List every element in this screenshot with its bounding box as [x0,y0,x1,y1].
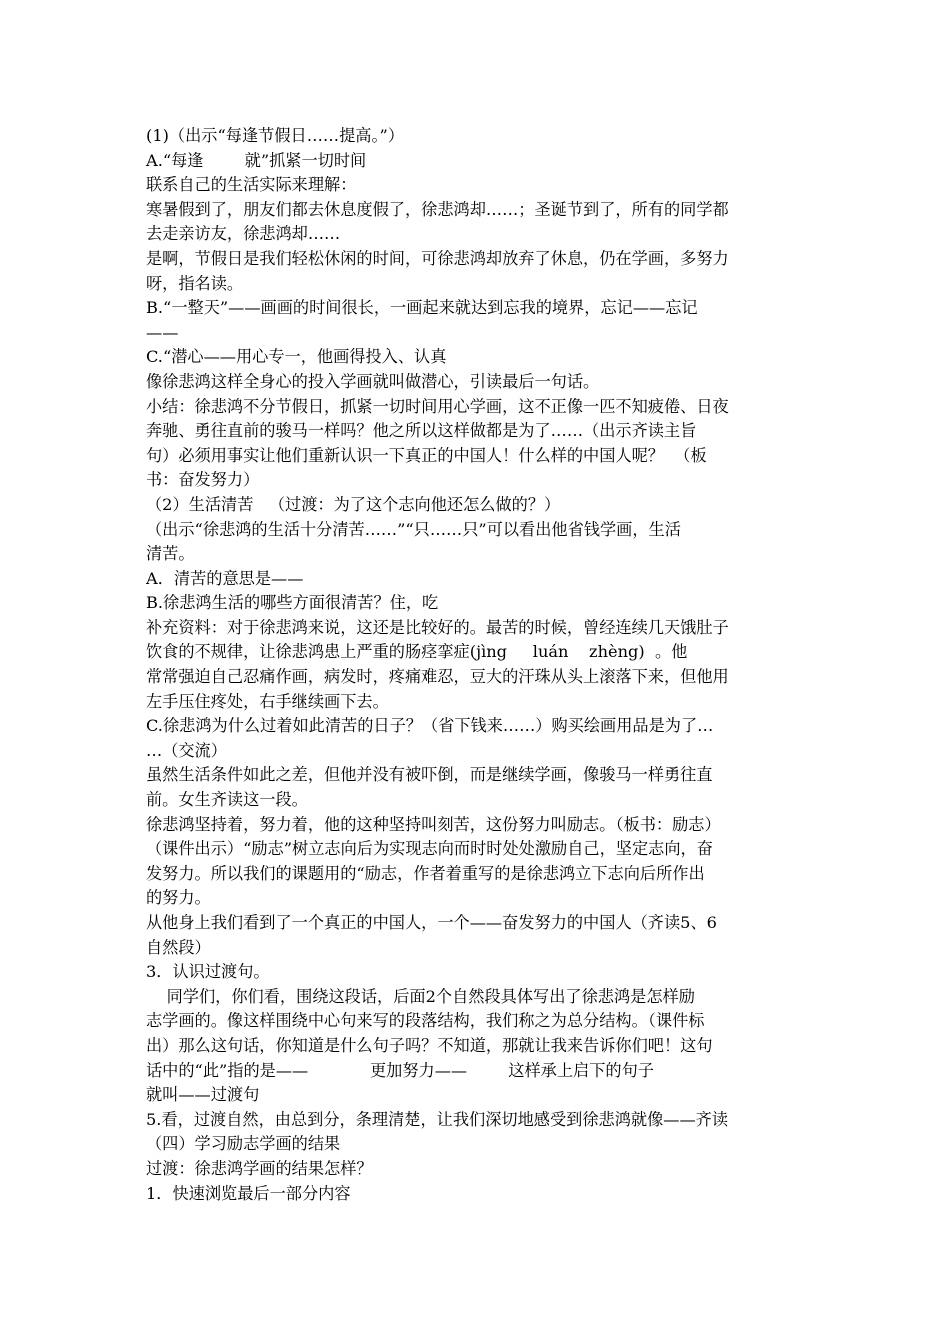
text-line: —— [146,322,179,342]
text-line: C.徐悲鸿为什么过着如此清苦的日子？（省下钱来……）购买绘画用品是为了… [146,716,714,736]
text-line: 清苦。 [146,544,195,564]
text-line: 徐悲鸿坚持着，努力着，他的这种坚持叫刻苦，这份努力叫励志。（板书：励志） [146,814,721,834]
text-line: 奔驰、勇往直前的骏马一样吗？他之所以这样做都是为了……（出示齐读主旨 [146,421,697,441]
text-line: 同学们，你们看，围绕这段话，后面2个自然段具体写出了徐悲鸿是怎样励 [146,986,695,1006]
text-line: 是啊，节假日是我们轻松休闲的时间，可徐悲鸿却放弃了休息，仍在学画，多努力 [146,248,729,268]
text-line: 自然段） [146,937,211,957]
text-line: 出）那么这句话，你知道是什么句子吗？不知道，那就让我来告诉你们吧！这句 [146,1035,713,1055]
text-line: …（交流） [146,740,227,760]
text-line: （课件出示）“励志”树立志向后为实现志向而时时处处激励自己，坚定志向，奋 [146,839,713,859]
text-line: 呀，指名读。 [146,273,244,293]
text-line: 虽然生活条件如此之差，但他并没有被吓倒，而是继续学画，像骏马一样勇往直 [146,765,713,785]
text-line: 补充资料：对于徐悲鸿来说，这还是比较好的。最苦的时候，曾经连续几天饿肚子 [146,617,729,637]
text-line: A.“每逢 就”抓紧一切时间 [146,150,367,170]
text-line: B.“一整天”——画画的时间很长，一画起来就达到忘我的境界，忘记——忘记 [146,298,698,318]
text-line: 就叫——过渡句 [146,1085,260,1105]
text-line: 5.看，过渡自然，由总到分，条理清楚，让我们深切地感受到徐悲鸿就像——齐读 [146,1109,729,1129]
text-line: 饮食的不规律，让徐悲鸿患上严重的肠痉挛症(jìng luán zhèng) 。他 [146,642,688,662]
text-line: 发努力。所以我们的课题用的“励志，作者着重写的是徐悲鸿立下志向后所作出 [146,863,705,883]
text-line: 小结：徐悲鸿不分节假日，抓紧一切时间用心学画，这不正像一匹不知疲倦、日夜 [146,396,729,416]
text-line: （2）生活清苦 （过渡：为了这个志向他还怎么做的？） [146,494,561,514]
text-line: 联系自己的生活实际来理解： [146,175,357,195]
text-line: (1)（出示“每逢节假日……提高。”） [146,126,405,145]
text-line: 的努力。 [146,888,211,908]
text-line: 志学画的。像这样围绕中心句来写的段落结构，我们称之为总分结构。（课件标 [146,1011,705,1031]
text-line: 书：奋发努力） [146,470,260,490]
text-line: 3．认识过渡句。 [146,962,270,982]
text-line: （四）学习励志学画的结果 [146,1134,341,1154]
text-line: A．清苦的意思是—— [146,568,304,588]
text-line: 像徐悲鸿这样全身心的投入学画就叫做潜心，引读最后一句话。 [146,371,600,391]
text-line: 左手压住疼处，右手继续画下去。 [146,691,389,711]
text-line: B.徐悲鸿生活的哪些方面很清苦？住，吃 [146,593,439,613]
text-line: 从他身上我们看到了一个真正的中国人，一个——奋发努力的中国人（齐读5、6 [146,913,717,932]
text-line: 去走亲访友，徐悲鸿却…… [146,224,341,244]
text-line: 句）必须用事实让他们重新认识一下真正的中国人！什么样的中国人呢？ （板 [146,445,707,465]
text-line: 前。女生齐读这一段。 [146,790,308,810]
text-line: 常常强迫自己忍痛作画，病发时，疼痛难忍，豆大的汗珠从头上滚落下来，但他用 [146,667,729,687]
text-line: 话中的“此”指的是—— 更加努力—— 这样承上启下的句子 [146,1060,654,1080]
text-line: 寒暑假到了，朋友们都去休息度假了，徐悲鸿却……；圣诞节到了，所有的同学都 [146,199,729,219]
document-body [146,124,814,1206]
text-line: C.“潜心——用心专一，他画得投入、认真 [146,347,447,367]
text-line: （出示“徐悲鸿的生活十分清苦……”“只……只”可以看出他省钱学画，生活 [146,519,681,539]
text-line: 1．快速浏览最后一部分内容 [146,1183,351,1203]
text-line: 过渡：徐悲鸿学画的结果怎样？ [146,1158,373,1178]
